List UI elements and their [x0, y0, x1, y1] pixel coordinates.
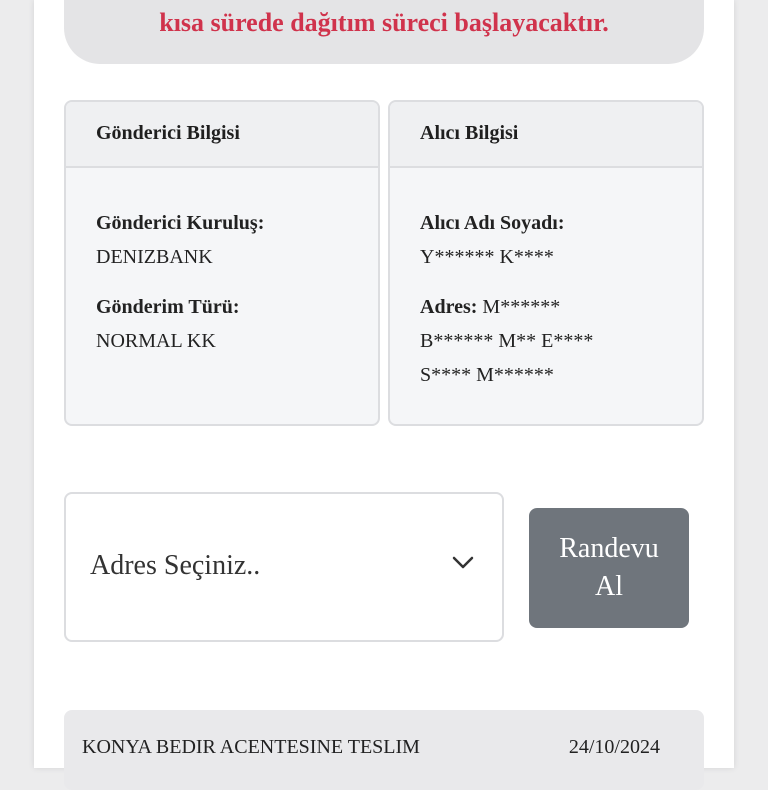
status-text: KONYA BEDIR ACENTESINE TESLIM: [82, 736, 420, 758]
notice-banner: [64, 0, 704, 64]
shipment-type-label: Gönderim Türü:: [96, 296, 240, 318]
chevron-down-icon: [452, 556, 474, 570]
sender-org-value: DENIZBANK: [96, 246, 213, 268]
appointment-button-line2: Al: [595, 571, 623, 602]
notice-text: kısa sürede dağıtım süreci başlayacaktır.: [159, 8, 609, 37]
receiver-address-label: Adres:: [420, 296, 478, 318]
receiver-address-line3: S**** M******: [420, 364, 554, 386]
appointment-button[interactable]: [529, 508, 689, 628]
sender-card-title: Gönderici Bilgisi: [66, 102, 378, 168]
status-row: [64, 710, 704, 790]
receiver-name-value: Y****** K****: [420, 246, 554, 268]
sender-info-card: [64, 100, 380, 426]
receiver-address-line1: M******: [482, 296, 561, 318]
sender-card-body: [66, 168, 378, 358]
sender-org-label: Gönderici Kuruluş:: [96, 212, 265, 234]
address-select[interactable]: [64, 492, 504, 642]
shipment-type-value: NORMAL KK: [96, 330, 216, 352]
page: [34, 0, 734, 768]
receiver-card-body: [390, 168, 702, 392]
address-select-value: Adres Seçiniz..: [90, 550, 261, 581]
receiver-card-title: Alıcı Bilgisi: [390, 102, 702, 168]
appointment-button-line1: Randevu: [559, 533, 659, 564]
receiver-info-card: [388, 100, 704, 426]
status-date: 24/10/2024: [568, 736, 660, 758]
receiver-address-line2: B****** M** E****: [420, 330, 594, 352]
receiver-name-label: Alıcı Adı Soyadı:: [420, 212, 565, 234]
receiver-address: [420, 290, 702, 324]
